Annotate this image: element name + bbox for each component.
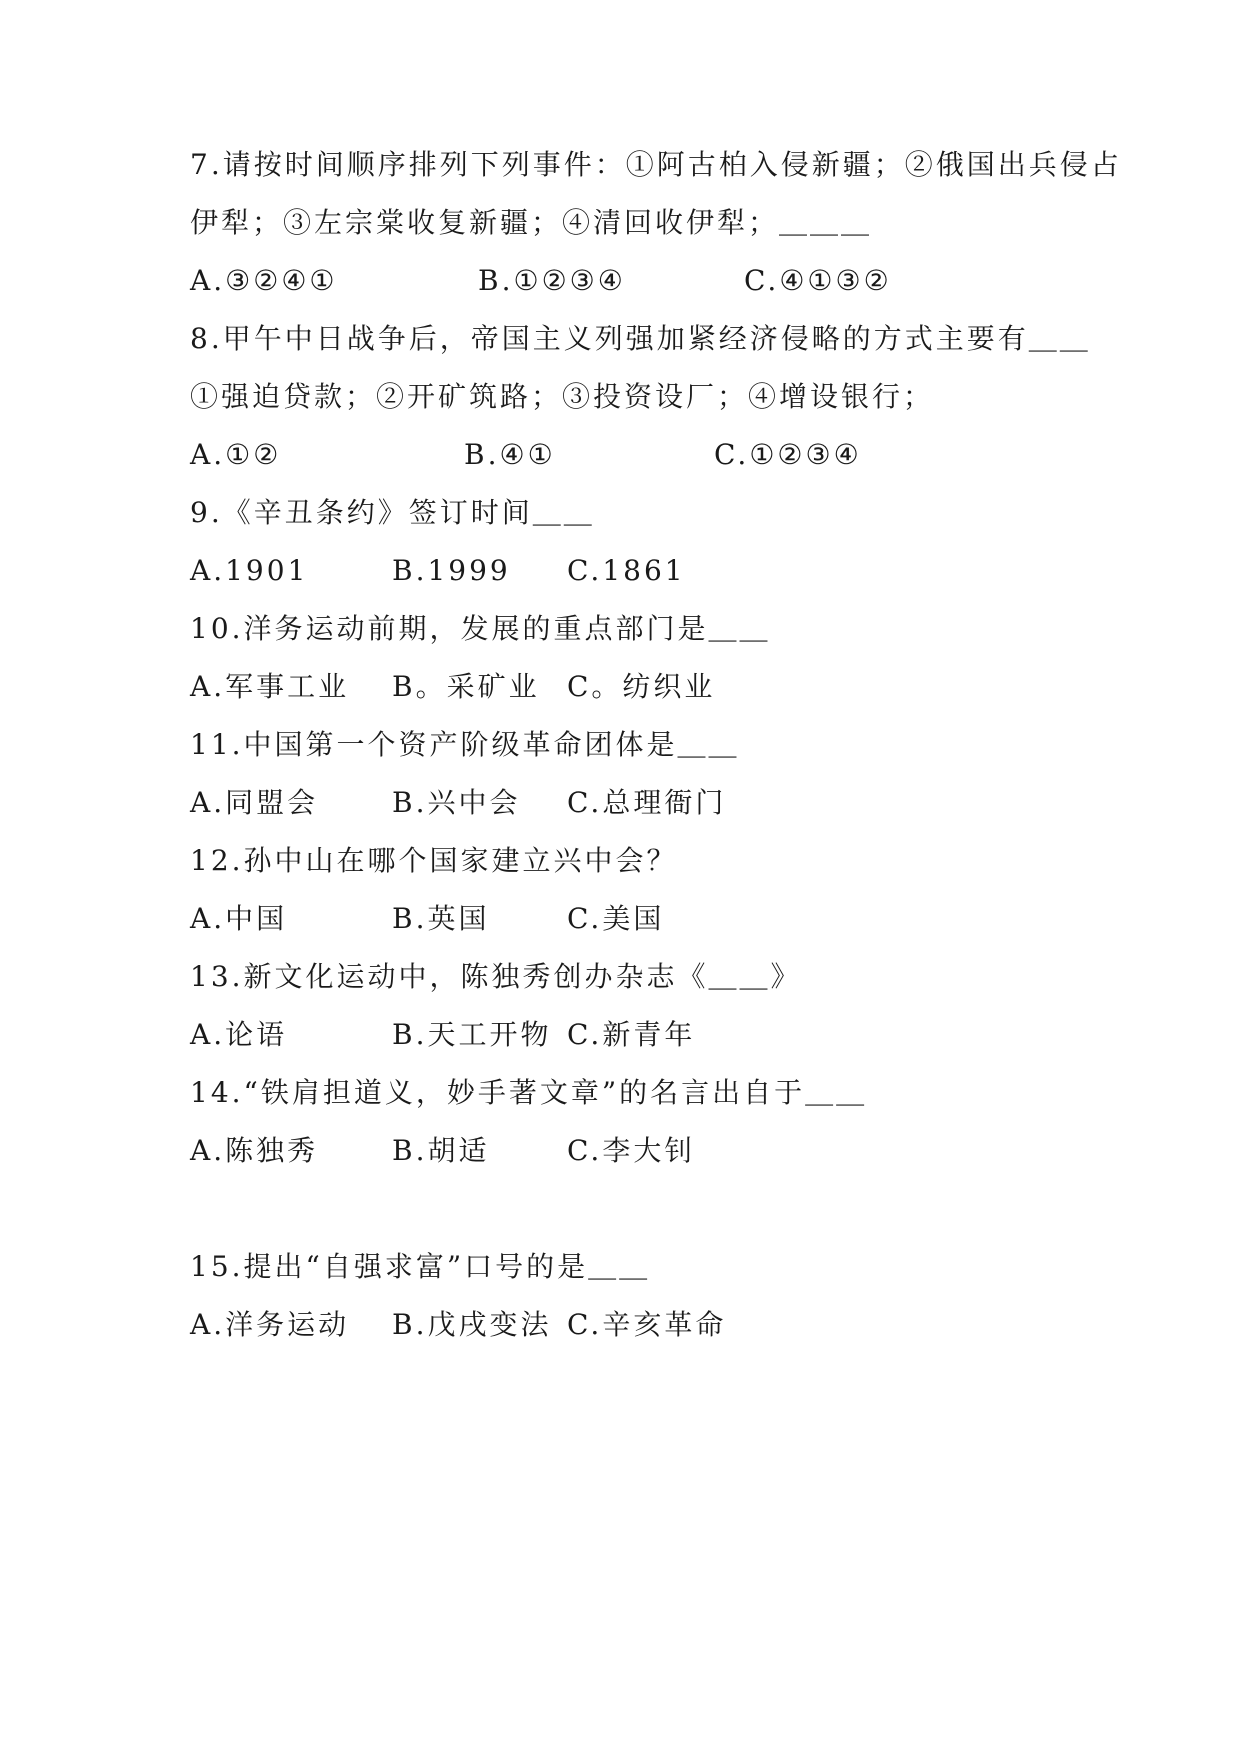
question-7-stem-line2: 伊犁；③左宗棠收复新疆；④清回收伊犁；＿＿＿ <box>190 206 873 239</box>
question-11-option-c: C.总理衙门 <box>567 786 727 819</box>
question-10-stem: 10.洋务运动前期，发展的重点部门是＿＿ <box>190 612 771 645</box>
question-9-option-a: A.1901 <box>190 554 309 587</box>
question-13-option-c: C.新青年 <box>567 1018 696 1051</box>
question-12-option-b: B.英国 <box>392 902 490 935</box>
question-14-option-c: C.李大钊 <box>567 1134 696 1167</box>
question-12-stem: 12.孙中山在哪个国家建立兴中会？ <box>190 844 678 877</box>
question-11-stem: 11.中国第一个资产阶级革命团体是＿＿ <box>190 728 740 761</box>
question-14-stem: 14.“铁肩担道义，妙手著文章”的名言出自于＿＿ <box>190 1076 868 1109</box>
question-14-option-a: A.陈独秀 <box>190 1134 319 1167</box>
question-8-option-b: B.④① <box>464 438 556 471</box>
question-9-option-b: B.1999 <box>392 554 511 587</box>
question-9-option-c: C.1861 <box>567 554 686 587</box>
question-8-option-a: A.①② <box>190 438 282 471</box>
question-11-option-b: B.兴中会 <box>392 786 521 819</box>
question-7-stem-line1: 7.请按时间顺序排列下列事件：①阿古柏入侵新疆；②俄国出兵侵占 <box>190 148 1122 181</box>
question-13-stem: 13.新文化运动中，陈独秀创办杂志《＿＿》 <box>190 960 802 993</box>
question-12-option-c: C.美国 <box>567 902 665 935</box>
question-10-option-b: B。采矿业 <box>392 670 540 703</box>
question-15-stem: 15.提出“自强求富”口号的是＿＿ <box>190 1250 651 1283</box>
question-13-option-b: B.天工开物 <box>392 1018 552 1051</box>
question-10-option-c: C。纺织业 <box>567 670 716 703</box>
question-8-stem-line2: ①强迫贷款；②开矿筑路；③投资设厂；④增设银行； <box>190 380 935 413</box>
question-7-option-c: C.④①③② <box>744 264 892 297</box>
question-8-option-c: C.①②③④ <box>714 438 862 471</box>
question-8-stem-line1: 8.甲午中日战争后，帝国主义列强加紧经济侵略的方式主要有＿＿ <box>190 322 1091 355</box>
question-7-option-a: A.③②④① <box>190 264 338 297</box>
question-15-option-c: C.辛亥革命 <box>567 1308 727 1341</box>
question-15-option-b: B.戊戌变法 <box>392 1308 552 1341</box>
question-12-option-a: A.中国 <box>190 902 288 935</box>
question-11-option-a: A.同盟会 <box>190 786 319 819</box>
question-10-option-a: A.军事工业 <box>190 670 350 703</box>
question-14-option-b: B.胡适 <box>392 1134 490 1167</box>
question-13-option-a: A.论语 <box>190 1018 288 1051</box>
question-9-stem: 9.《辛丑条约》签订时间＿＿ <box>190 496 595 529</box>
question-15-option-a: A.洋务运动 <box>190 1308 350 1341</box>
question-7-option-b: B.①②③④ <box>478 264 626 297</box>
